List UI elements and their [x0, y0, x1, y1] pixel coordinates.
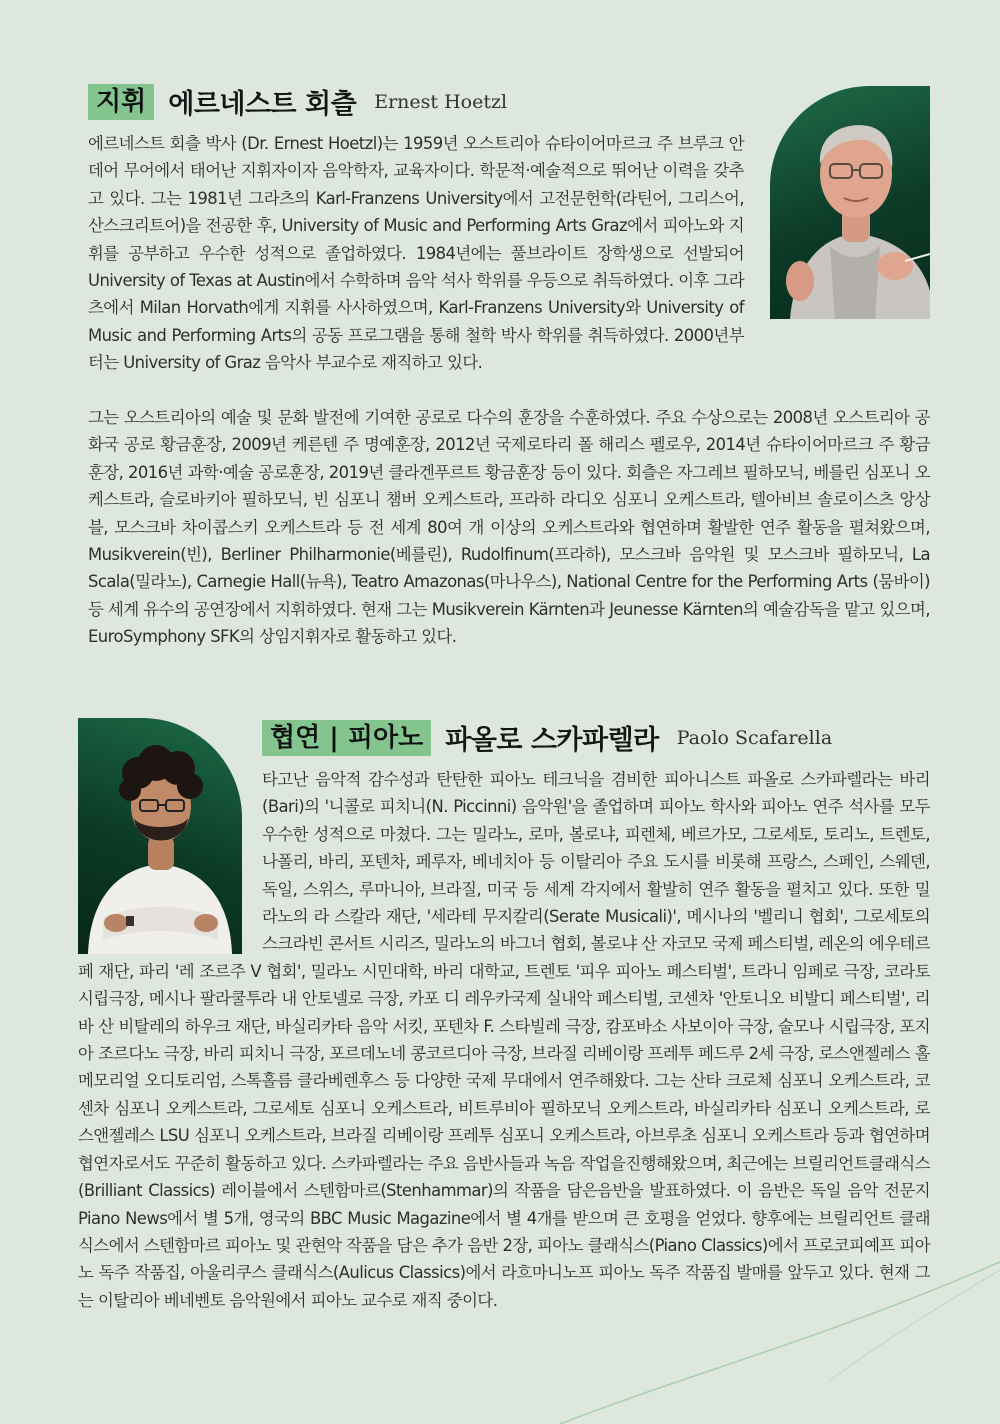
pianist-header — [262, 718, 832, 757]
photo-wrap-spacer — [78, 766, 262, 954]
conductor-bio-part2 — [88, 404, 930, 651]
conductor-role-label: 지휘 — [88, 84, 154, 120]
conductor-name-english: Ernest Hoetzl — [374, 90, 508, 113]
conductor-bio-part1 — [88, 130, 744, 377]
conductor-bio-paragraph-1: 에르네스트 회츨 박사 (Dr. Ernest Hoetzl)는 1959년 오스트리아 슈타이어마르크 주 브루크 안 데어 무어에서 태어난 지휘자이자 음악학자, 교육자이다. 학문적·예술적으로 뛰어난 이력을 갖추고 있다. 그는 1981년 그라츠의 Karl-Franzens University에서 고전문헌학(라틴어, 그리스어, 산스크리트어)을 전공한 후, University of Music and Performing Arts Graz에서 피아노와 지휘를 공부하고 우수한 성적으로 졸업하였다. 1984년에는 풀브라이트 장학생으로 선발되어 University of Texas at Austin에서 수학하며 음악 석사 학위를 우등으로 취득하였다. 이후 그라츠에서 Milan Horvath에게 지휘를 사사하였으며, Karl-Franzens University와 University of Music and Performing Arts의 공동 프로그램을 통해 철학 박사 학위를 취득하였다. 2000년부터는 University of Graz 음악사 부교수로 재직하고 있다. — [88, 134, 744, 373]
pianist-bio-text: 타고난 음악적 감수성과 탄탄한 피아노 테크닉을 겸비한 피아니스트 파올로 스카파렐라는 바리(Bari)의 '니콜로 피치니(N. Piccinni) 음악원'을 졸업하며 피아노 학사와 피아노 연주 석사를 모두 우수한 성적으로 마쳤다. 그는 밀라노, 로마, 볼로냐, 피렌체, 베르가모, 그로세토, 토리노, 트렌토, 나폴리, 바리, 포텐차, 페루자, 베네치아 등 이탈리아 주요 도시를 비롯해 프랑스, 스페인, 스웨덴, 독일, 스위스, 루마니아, 브라질, 미국 등 세계 각지에서 활발히 연주 활동을 펼치고 있다. 또한 밀라노의 라 스칼라 재단, '세라테 무지칼리(Serate Musicali)', 메시나의 '벨리니 협회', 그로세토의 스크라빈 콘서트 시리즈, 밀라노의 바그너 협회, 볼로냐 산 자코모 국제 페스티벌, 레온의 에우테르페 재단, 파리 '레 조르주 V 협회', 밀라노 시민대학, 바리 대학교, 트렌토 '피우 피아노 페스티벌', 트라니 임페로 극장, 코라토 시립극장, 메시나 팔라쿨투라 내 안토넬로 극장, 카포 디 레우카국제 실내악 페스티벌, 코센차 '안토니오 비발디 페스티벌', 리바 산 비탈레의 하우크 재단, 바실리카타 음악 서킷, 포텐차 F. 스타빌레 극장, 캄포바소 사보이아 극장, 술모나 시립극장, 포지아 조르다노 극장, 바리 피치니 극장, 포르데노네 콩코르디아 극장, 브라질 리베이랑 프레투 페드루 2세 극장, 로스앤젤레스 홀 메모리얼 오디토리엄, 스톡홀름 클라베렌후스 등 다양한 국제 무대에서 연주해왔다. 그는 산타 크로체 심포니 오케스트라, 코센차 심포니 오케스트라, 그로세토 심포니 오케스트라, 비트루비아 필하모닉 오케스트라, 바실리카타 심포니 오케스트라, 로스앤젤레스 LSU 심포니 오케스트라, 브라질 리베이랑 프레투 심포니 오케스트라, 아브루초 심포니 오케스트라 등과 협연하며 협연자로서도 꾸준히 활동하고 있다. 스카파렐라는 주요 음반사들과 녹음 작업을진행해왔으며, 최근에는 브릴리언트클래식스(Brilliant Classics) 레이블에서 스텐함마르(Stenhammar)의 작품을 담은음반을 발표하였다. 이 음반은 독일 음악 전문지 Piano News에서 별 5개, 영국의 BBC Music Magazine에서 별 4개를 받으며 큰 호평을 얻었다. 향후에는 브릴리언트 클래식스에서 스텐함마르 피아노 및 관현악 작품을 담은 추가 음반 2장, 피아노 클래식스(Piano Classics)에서 프로코피예프 피아노 독주 작품집, 아울리쿠스 클래식스(Aulicus Classics)에서 라흐마니노프 피아노 독주 작품집 발매를 앞두고 있다. 현재 그는 이탈리아 베네벤토 음악원에서 피아노 교수로 재직 중이다. — [78, 770, 930, 1310]
conductor-portrait-icon — [770, 86, 930, 319]
pianist-role-label: 협연 | 피아노 — [262, 720, 431, 756]
pianist-name-korean: 파올로 스카파렐라 — [445, 725, 659, 756]
conductor-photo — [770, 86, 930, 319]
conductor-name-korean: 에르네스트 회츨 — [168, 89, 357, 120]
pianist-bio — [78, 766, 930, 1314]
conductor-bio-paragraph-2: 그는 오스트리아의 예술 및 문화 발전에 기여한 공로로 다수의 훈장을 수훈하였다. 주요 수상으로는 2008년 오스트리아 공화국 공로 황금훈장, 2009년 케른텐 주 명예훈장, 2012년 국제로타리 폴 해리스 펠로우, 2014년 슈타이어마르크 주 황금훈장, 2016년 과학·예술 공로훈장, 2019년 클라겐푸르트 황금훈장 등이 있다. 회츨은 자그레브 필하모닉, 베를린 심포니 오케스트라, 슬로바키아 필하모닉, 빈 심포니 챔버 오케스트라, 프라하 라디오 심포니 오케스트라, 텔아비브 솔로이스츠 앙상블, 모스크바 차이콥스키 오케스트라 등 전 세계 80여 개 이상의 오케스트라와 협연하며 활발한 연주 활동을 펼쳐왔으며, Musikverein(빈), Berliner Philharmonie(베를린), Rudolfinum(프라하), 모스크바 음악원 및 모스크바 필하모닉, La Scala(밀라노), Carnegie Hall(뉴욕), Teatro Amazonas(마나우스), National Centre for the Performing Arts (뭄바이) 등 세계 유수의 공연장에서 지휘하였다. 현재 그는 Musikverein Kärnten과 Jeunesse Kärnten의 예술감독을 맡고 있으며, EuroSymphony SFK의 상임지휘자로 활동하고 있다. — [88, 408, 930, 647]
conductor-header — [88, 82, 507, 121]
pianist-bio-paragraph — [78, 766, 930, 1314]
pianist-name-english: Paolo Scafarella — [676, 726, 833, 749]
